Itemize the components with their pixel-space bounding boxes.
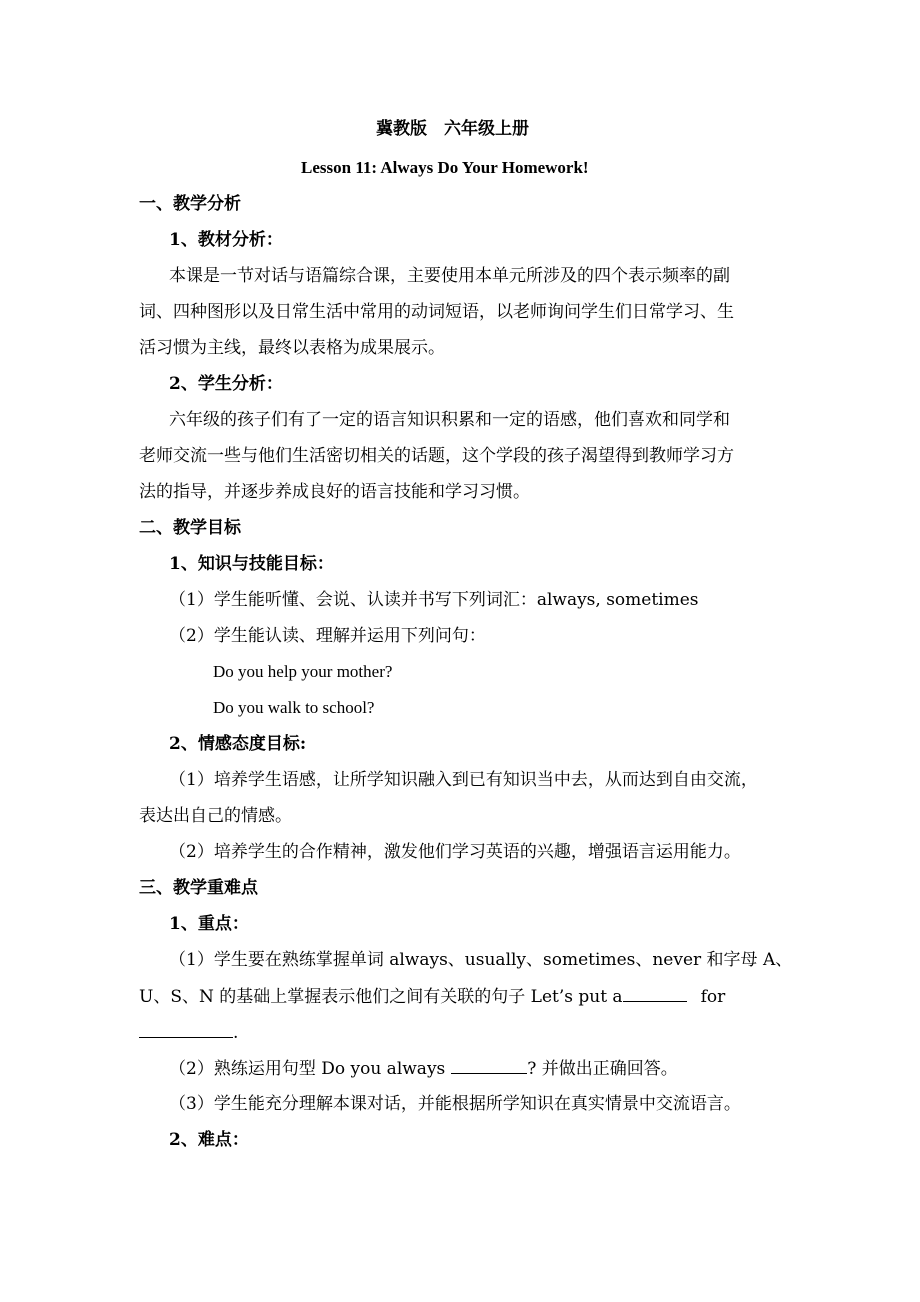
sentence-text: ? 并做出正确回答。 [527,1059,678,1079]
list-item-continuation: 表达出自己的情感。 [139,806,292,826]
subheading-key-points: 1、重点： [169,914,249,934]
subheading-emotion-attitude: 2、情感态度目标: [169,734,307,754]
paragraph-line: 老师交流一些与他们生活密切相关的话题，这个学段的孩子渴望得到教师学习方 [139,446,734,466]
list-item: （1）学生要在熟练掌握单词 always、usually、sometimes、never 和字母 A、 [169,950,793,970]
section-heading-objectives: 二、教学目标 [139,518,241,538]
example-question: Do you walk to school? [213,698,375,717]
sentence-text: for [700,987,726,1007]
list-item: （1）培养学生语感，让所学知识融入到已有知识当中去，从而达到自由交流， [169,770,758,790]
subheading-knowledge-skills: 1、知识与技能目标： [169,554,334,574]
document-title: 冀教版 六年级上册 [376,119,529,139]
list-item: （1）学生能听懂、会说、认读并书写下列词汇：always, sometimes [169,590,699,610]
paragraph-line: 词、四种图形以及日常生活中常用的动词短语，以老师询问学生们日常学习、生 [139,302,734,322]
lesson-title: Lesson 11: Always Do Your Homework! [301,158,589,177]
subheading-difficulties: 2、难点： [169,1130,249,1150]
sentence-end: . [233,1023,239,1043]
sentence-text: U、S、N 的基础上掌握表示他们之间有关联的句子 Let’s put a [139,987,623,1007]
list-item-continuation [139,985,725,1008]
example-question: Do you help your mother? [213,662,393,681]
list-item-continuation [139,1021,238,1044]
fill-in-blank [623,985,687,1002]
paragraph-line: 六年级的孩子们有了一定的语言知识积累和一定的语感，他们喜欢和同学和 [169,410,730,430]
sentence-text: （2）熟练运用句型 Do you always [169,1059,446,1079]
list-item [169,1057,678,1080]
list-item: （2）培养学生的合作精神，激发他们学习英语的兴趣，增强语言运用能力。 [169,842,741,862]
fill-in-blank [451,1057,527,1074]
paragraph-line: 本课是一节对话与语篇综合课，主要使用本单元所涉及的四个表示频率的副 [169,266,730,286]
subheading-student-analysis: 2、学生分析： [169,374,283,394]
section-heading-key-points: 三、教学重难点 [139,878,258,898]
list-item: （2）学生能认读、理解并运用下列问句： [169,626,486,646]
section-heading-analysis: 一、教学分析 [139,194,241,214]
paragraph-line: 活习惯为主线，最终以表格为成果展示。 [139,338,445,358]
subheading-textbook-analysis: 1、教材分析： [169,230,283,250]
fill-in-blank [139,1021,233,1038]
list-item: （3）学生能充分理解本课对话，并能根据所学知识在真实情景中交流语言。 [169,1094,741,1114]
paragraph-line: 法的指导，并逐步养成良好的语言技能和学习习惯。 [139,482,530,502]
